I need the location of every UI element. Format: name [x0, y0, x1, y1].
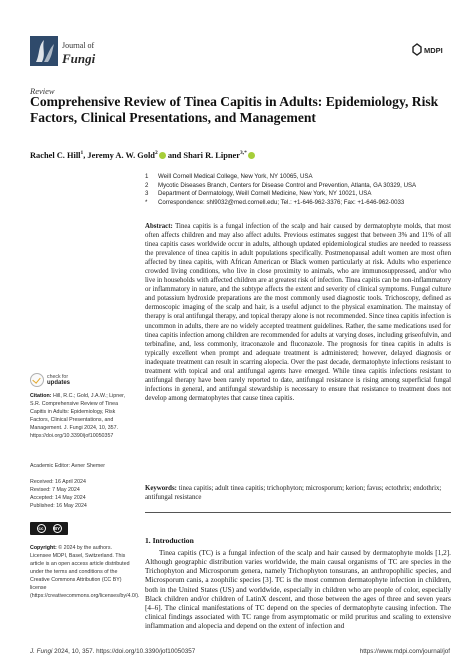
affiliation-item [145, 199, 455, 208]
author-sup: 3,* [239, 150, 247, 156]
orcid-icon[interactable] [248, 152, 255, 159]
copyright-block [30, 544, 140, 600]
affiliation-item [145, 173, 455, 182]
author-name[interactable]: Shari R. Lipner [183, 150, 240, 160]
footer-doi[interactable]: 2024, 10, 357. https://doi.org/10.3390/jof10050357 [52, 648, 196, 655]
affiliation-number: 2 [145, 181, 149, 189]
check-line-bold: updates [47, 380, 71, 386]
mdpi-text: MDPI [424, 46, 443, 55]
affiliation-number: * [145, 198, 148, 206]
author-name[interactable]: Jeremy A. W. Gold [87, 150, 155, 160]
abstract-text: Tinea capitis is a fungal infection of the scalp and hair caused by dermatophyte molds, that most often affects children and may also affect adults. Previous estimates suggest that between 3% and 11% of all tinea capitis cases worldwide occur in adults, although updated epidemiological studies are needed to reassess the prevalence of tinea capitis in adult populations specifically. Postmenopausal adult women are most often affected by tinea capitis, with African American or Black women particularly at risk. Adults who experience crowded living conditions, who live in close proximity to animals, who are immunosuppressed, and/or who live in households with affected children are at greatest risk of infection. Tinea capitis can be non-inflammatory or inflammatory in nature, and the subtype affects the extent and severity of clinical symptoms. Fungal culture and potassium hydroxide preparations are the most commonly used diagnostic tools. Trichoscopy, defined as dermoscopic imaging of the scalp and hair, is a useful adjunct to the physical examination. The mainstay of therapy is oral antifungal therapy, and topical therapy alone is not recommended. Since tinea capitis infection is uncommon in adults, there are no widely accepted treatment guidelines. Rather, the same medications used for tinea capitis infection among children are recommended for adults at varying doses, including griseofulvin, and terbinafine, and, less commonly, itraconazole and fluconazole. The prognosis for tinea capitis in adults is typically excellent when prompt and adequate treatment is administered; however, delayed diagnosis or inadequate treatment can result in scarring alopecia. Over the past decade, dermatophyte infections resistant to treatment with topical and oral antifungal agents have emerged. While tinea capitis infections resistant to antifungal therapy have been rarely reported to date, antifungal resistance is rising among superficial fungal infections in general, and antifungal stewardship is necessary to ensure that resistance to treatment does not develop among dermatophytes that cause tinea capitis. [145, 223, 451, 402]
author-list [30, 150, 255, 160]
orcid-icon[interactable] [159, 152, 166, 159]
dates-block [30, 478, 130, 510]
journal-logo-icon [30, 36, 58, 66]
copyright-text: © 2024 by the authors. Licensee MDPI, Basel, Switzerland. This article is an open access article distributed under the terms and conditions of the Creative Commons Attribution (CC BY) license (https://creativecommons.org/licenses/by/4.0/). [30, 545, 140, 599]
abstract [145, 222, 451, 403]
affiliation-number: 3 [145, 190, 149, 197]
author-sup: 1 [80, 150, 84, 156]
citation-label: Citation: [30, 393, 52, 399]
journal-label: Journal of [62, 41, 95, 50]
revised-date: Revised: 7 May 2024 [30, 487, 80, 493]
by-icon: BY [53, 526, 61, 531]
check-for-updates-label[interactable] [47, 374, 70, 386]
author-separator: , [83, 150, 88, 160]
divider [145, 512, 451, 513]
cc-icon: cc [38, 526, 44, 531]
editor-label: Academic Editor: [30, 463, 71, 469]
check-line: check for [47, 374, 69, 380]
keywords [145, 484, 451, 502]
affiliation-item [145, 190, 455, 199]
accepted-date: Accepted: 14 May 2024 [30, 495, 86, 501]
footer-citation [30, 648, 195, 655]
affiliation-text: Mycotic Diseases Branch, Centers for Disease Control and Prevention, Atlanta, GA 30329, USA [158, 181, 417, 189]
affiliation-text: Weill Cornell Medical College, New York, NY 10065, USA [158, 173, 313, 180]
citation-block [30, 392, 130, 440]
footer-url[interactable]: https://www.mdpi.com/journal/jof [359, 648, 450, 655]
keywords-text: tinea capitis; adult tinea capitis; trichophyton; microsporum; kerion; favus; ectothrix; endothrix; antifungal resistance [145, 485, 442, 502]
published-date: Published: 16 May 2024 [30, 503, 87, 509]
author-sup: 2 [154, 150, 158, 156]
abstract-label: Abstract: [145, 223, 173, 230]
cc-by-license-icon[interactable] [30, 522, 68, 535]
section-heading: 1. Introduction [145, 536, 194, 545]
received-date: Received: 16 April 2024 [30, 479, 86, 485]
check-for-updates-icon[interactable] [30, 373, 44, 387]
affiliations [145, 173, 455, 207]
copyright-label: Copyright: [30, 545, 57, 551]
affiliation-item [145, 182, 455, 191]
editor-name: Avner Shemer [71, 463, 105, 469]
intro-paragraph: Tinea capitis (TC) is a fungal infection of the scalp and hair caused by dermatophyte molds [1,2]. Although geographic distribution varies worldwide, the main causal organisms of TC are species in the Trichophyton and Microsporum genera, namely Trichophyton tonsurans, an anthropophilic species, and Microsporum canis, a zoophilic species [3]. TC is the most common dermatophyte infection in children, both in the United States (US) and worldwide, especially in children who are people of color, especially Black children and/or children of LatinX descent, and those between the ages of three and seven years [4–6]. The clinical manifestations of TC depend on the species of dermatophyte causing infection. The clinical findings associated with TC range from asymptomatic or mild pruritus and scaling to extensive inflammation and alopecia and depend on the extent of infection and [145, 549, 451, 631]
journal-name: Fungi [62, 51, 96, 66]
academic-editor [30, 462, 130, 470]
article-title: Comprehensive Review of Tinea Capitis in Adults: Epidemiology, Risk Factors, Clinical Presentations, and Management [30, 94, 439, 125]
citation-text: Hill, R.C.; Gold, J.A.W.; Lipner, S.R. Comprehensive Review of Tinea Capitis in Adults: Epidemiology, Risk Factors, Clinical Presentations, and Management. J. Fungi 2024, 10, 357. https://doi.org/10.3390/jof10050357 [30, 393, 126, 439]
page-footer [30, 648, 450, 655]
affiliation-number: 1 [145, 173, 149, 180]
article-type: Review [30, 86, 55, 96]
footer-journal: J. Fungi [30, 648, 53, 655]
author-separator: and [165, 150, 184, 160]
mdpi-logo-icon [408, 43, 446, 67]
keywords-label: Keywords: [145, 485, 177, 492]
author-name[interactable]: Rachel C. Hill [30, 150, 81, 160]
affiliation-text: Department of Dermatology, Weill Cornell Medicine, New York, NY 10021, USA [158, 190, 372, 197]
correspondence-text[interactable]: Correspondence: shl9032@med.cornell.edu; Tel.: +1-646-962-3376; Fax: +1-646-962-0033 [158, 198, 405, 206]
